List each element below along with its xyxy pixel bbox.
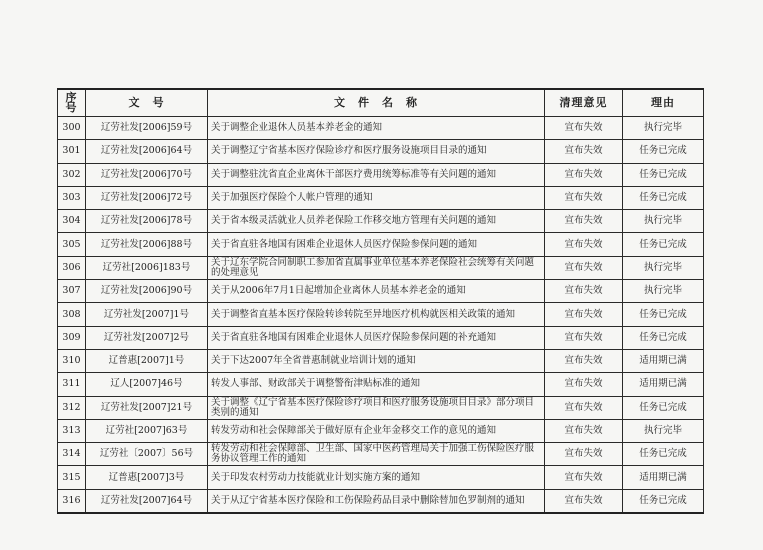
cell-reason: 任务已完成 [623,489,704,512]
cell-document-name: 关于省直驻各地国有困难企业退休人员医疗保险参保问题的补充通知 [208,326,545,349]
table-row [58,117,704,140]
cell-reason: 执行完毕 [623,210,704,233]
cell-serial-number: 304 [58,210,86,233]
cell-document-name: 关于省本级灵活就业人员养老保险工作移交地方管理有关问题的通知 [208,210,545,233]
cell-document-number: 辽普惠[2007]3号 [86,466,208,489]
table-header-row [58,89,704,117]
cell-serial-number: 301 [58,140,86,163]
cell-reason: 执行完毕 [623,117,704,140]
cell-reason: 任务已完成 [623,443,704,466]
header-cleanup-opinion: 清理意见 [545,89,623,117]
cell-cleanup-opinion: 宣布失效 [545,419,623,442]
cell-document-name: 关于印发农村劳动力技能就业计划实施方案的通知 [208,466,545,489]
cell-reason: 任务已完成 [623,163,704,186]
cell-document-name: 关于从2006年7月1日起增加企业离休人员基本养老金的通知 [208,280,545,303]
regulation-cleanup-table [57,88,704,514]
cell-reason: 任务已完成 [623,303,704,326]
table-row [58,373,704,396]
table-row [58,186,704,209]
cell-serial-number: 307 [58,280,86,303]
header-reason: 理由 [623,89,704,117]
cell-document-name: 关于调整省直基本医疗保险转诊转院至异地医疗机构就医相关政策的通知 [208,303,545,326]
table-row [58,140,704,163]
cell-document-number: 辽劳社发[2006]72号 [86,186,208,209]
cell-document-number: 辽劳社发[2006]90号 [86,280,208,303]
cell-reason: 任务已完成 [623,140,704,163]
cell-reason: 执行完毕 [623,280,704,303]
header-document-name: 文 件 名 称 [208,89,545,117]
table-row [58,466,704,489]
cell-serial-number: 305 [58,233,86,256]
cell-cleanup-opinion: 宣布失效 [545,303,623,326]
cell-serial-number: 313 [58,419,86,442]
cell-serial-number: 306 [58,256,86,279]
cell-reason: 适用期已满 [623,349,704,372]
cell-document-number: 辽劳社[2006]183号 [86,256,208,279]
cell-cleanup-opinion: 宣布失效 [545,489,623,512]
cell-document-number: 辽普惠[2007]1号 [86,349,208,372]
table-row [58,326,704,349]
cell-document-name: 关于下达2007年全省普惠制就业培训计划的通知 [208,349,545,372]
cell-document-number: 辽劳社发[2006]59号 [86,117,208,140]
cell-document-name: 关于省直驻各地国有困难企业退休人员医疗保险参保问题的通知 [208,233,545,256]
cell-document-number: 辽劳社发[2007]21号 [86,396,208,419]
cell-reason: 任务已完成 [623,326,704,349]
cell-cleanup-opinion: 宣布失效 [545,233,623,256]
cell-document-number: 辽劳社发[2006]88号 [86,233,208,256]
cell-document-number: 辽劳社发[2006]78号 [86,210,208,233]
cell-reason: 执行完毕 [623,419,704,442]
cell-serial-number: 311 [58,373,86,396]
table-row [58,233,704,256]
cell-serial-number: 302 [58,163,86,186]
cell-serial-number: 300 [58,117,86,140]
cell-document-number: 辽人[2007]46号 [86,373,208,396]
cell-document-name: 转发劳动和社会保障部、卫生部、国家中医药管理局关于加强工伤保险医疗服务协议管理工作的通知 [208,443,545,466]
table-row [58,396,704,419]
cell-serial-number: 314 [58,443,86,466]
cell-reason: 任务已完成 [623,396,704,419]
cell-reason: 任务已完成 [623,233,704,256]
cell-document-number: 辽劳社发[2006]64号 [86,140,208,163]
cell-cleanup-opinion: 宣布失效 [545,186,623,209]
cell-cleanup-opinion: 宣布失效 [545,256,623,279]
cell-document-name: 转发劳动和社会保障部关于做好原有企业年金移交工作的意见的通知 [208,419,545,442]
cell-document-number: 辽劳社发[2007]2号 [86,326,208,349]
cell-document-name: 转发人事部、财政部关于调整警衔津贴标准的通知 [208,373,545,396]
cell-document-number: 辽劳社〔2007〕56号 [86,443,208,466]
cell-serial-number: 310 [58,349,86,372]
cell-cleanup-opinion: 宣布失效 [545,443,623,466]
cell-document-name: 关于加强医疗保险个人帐户管理的通知 [208,186,545,209]
cell-cleanup-opinion: 宣布失效 [545,210,623,233]
cell-reason: 任务已完成 [623,186,704,209]
cell-cleanup-opinion: 宣布失效 [545,373,623,396]
table-row [58,163,704,186]
cell-serial-number: 316 [58,489,86,512]
cell-document-name: 关于调整《辽宁省基本医疗保险诊疗项目和医疗服务设施项目目录》部分项目类别的通知 [208,396,545,419]
cell-serial-number: 312 [58,396,86,419]
cell-cleanup-opinion: 宣布失效 [545,280,623,303]
cell-reason: 适用期已满 [623,466,704,489]
cell-cleanup-opinion: 宣布失效 [545,466,623,489]
cell-document-name: 关于调整驻沈省直企业离休干部医疗费用统筹标准等有关问题的通知 [208,163,545,186]
cell-reason: 适用期已满 [623,373,704,396]
cell-document-number: 辽劳社发[2006]70号 [86,163,208,186]
cell-document-number: 辽劳社发[2007]1号 [86,303,208,326]
cell-document-name: 关于调整辽宁省基本医疗保险诊疗和医疗服务设施项目目录的通知 [208,140,545,163]
cell-document-name: 关于从辽宁省基本医疗保险和工伤保险药品目录中删除替加色罗制剂的通知 [208,489,545,512]
cell-reason: 执行完毕 [623,256,704,279]
table-row [58,349,704,372]
cell-document-number: 辽劳社发[2007]64号 [86,489,208,512]
cell-document-name: 关于辽东学院合同制职工参加省直属事业单位基本养老保险社会统筹有关问题的处理意见 [208,256,545,279]
table-row [58,443,704,466]
cell-cleanup-opinion: 宣布失效 [545,396,623,419]
cell-cleanup-opinion: 宣布失效 [545,117,623,140]
table-row [58,419,704,442]
cell-cleanup-opinion: 宣布失效 [545,140,623,163]
cell-document-number: 辽劳社[2007]63号 [86,419,208,442]
table-row [58,256,704,279]
cell-cleanup-opinion: 宣布失效 [545,163,623,186]
cell-serial-number: 315 [58,466,86,489]
cell-cleanup-opinion: 宣布失效 [545,326,623,349]
header-document-number: 文 号 [86,89,208,117]
table-row [58,280,704,303]
cell-cleanup-opinion: 宣布失效 [545,349,623,372]
cell-serial-number: 309 [58,326,86,349]
table-row [58,489,704,512]
table-row [58,210,704,233]
cell-document-name: 关于调整企业退休人员基本养老金的通知 [208,117,545,140]
cell-serial-number: 308 [58,303,86,326]
table-row [58,303,704,326]
cell-serial-number: 303 [58,186,86,209]
header-serial-number: 序号 [58,89,86,117]
